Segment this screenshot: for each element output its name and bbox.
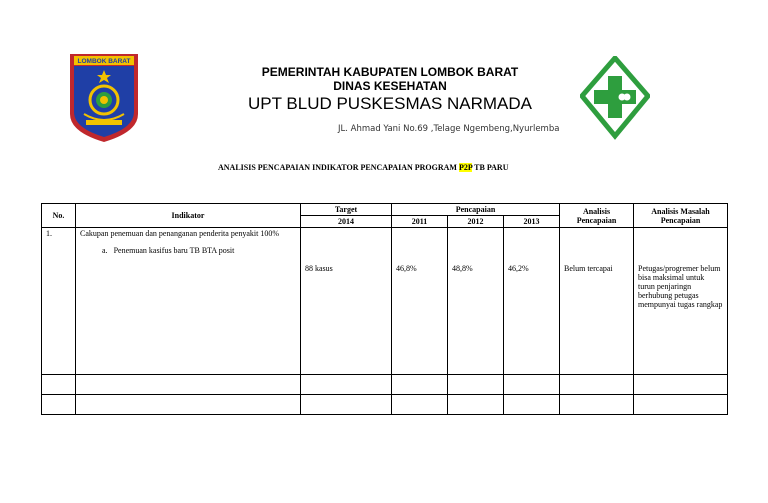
header-year-2013: 2013 xyxy=(504,216,560,228)
document-title xyxy=(218,163,508,172)
table-row-empty xyxy=(42,375,728,395)
row-analisis: Belum tercapai xyxy=(560,228,634,375)
title-highlight: P2P xyxy=(458,163,473,172)
svg-text:LOMBOK BARAT: LOMBOK BARAT xyxy=(77,58,131,65)
row-2012: 48,8% xyxy=(448,228,504,375)
header-analisis xyxy=(560,204,634,228)
header-department: DINAS KESEHATAN xyxy=(333,79,447,93)
header-pencapaian: Pencapaian xyxy=(392,204,560,216)
header-analisis-line2: Pencapaian xyxy=(576,215,617,225)
row-masalah: Petugas/progremer belum bisa maksimal untuk turun penjaringn berhubung petugas mempunyai tugas rangkap xyxy=(634,228,728,375)
table-row xyxy=(42,228,728,375)
header-analisis-line1: Analisis xyxy=(582,206,611,216)
header-address: JL. Ahmad Yani No.69 ,Telage Ngembeng,Nyurlemba xyxy=(338,124,560,134)
sub-text: Penemuan kasifus baru TB BTA posit xyxy=(113,246,235,255)
title-prefix: ANALISIS PENCAPAIAN INDIKATOR PENCAPAIAN PROGRAM xyxy=(218,163,459,172)
sub-marker: a. xyxy=(102,246,108,255)
indicator-table xyxy=(41,203,728,415)
header-analisis-masalah xyxy=(634,204,728,228)
lombok-barat-emblem xyxy=(68,52,140,144)
table-row-empty xyxy=(42,395,728,415)
row-target: 88 kasus xyxy=(301,228,392,375)
indikator-main: Cakupan penemuan dan penanganan penderita penyakit 100% xyxy=(80,229,280,238)
header-target-year: 2014 xyxy=(301,216,392,228)
puskesmas-cross-icon xyxy=(580,56,650,140)
header-indikator: Indikator xyxy=(76,204,301,228)
header-government: PEMERINTAH KABUPATEN LOMBOK BARAT xyxy=(261,65,519,79)
header-target: Target xyxy=(301,204,392,216)
header-no: No. xyxy=(42,204,76,228)
header-institution: UPT BLUD PUSKESMAS NARMADA xyxy=(247,94,533,113)
row-no: 1. xyxy=(42,228,76,375)
row-2011: 46,8% xyxy=(392,228,448,375)
row-indikator xyxy=(76,228,301,375)
indikator-sub xyxy=(80,246,296,255)
row-2013: 46,2% xyxy=(504,228,560,375)
title-suffix: TB PARU xyxy=(472,163,509,172)
header-year-2011: 2011 xyxy=(392,216,448,228)
header-masalah-line1: Analisis Masalah xyxy=(651,206,710,216)
header-masalah-line2: Pencapaian xyxy=(660,215,701,225)
header-year-2012: 2012 xyxy=(448,216,504,228)
